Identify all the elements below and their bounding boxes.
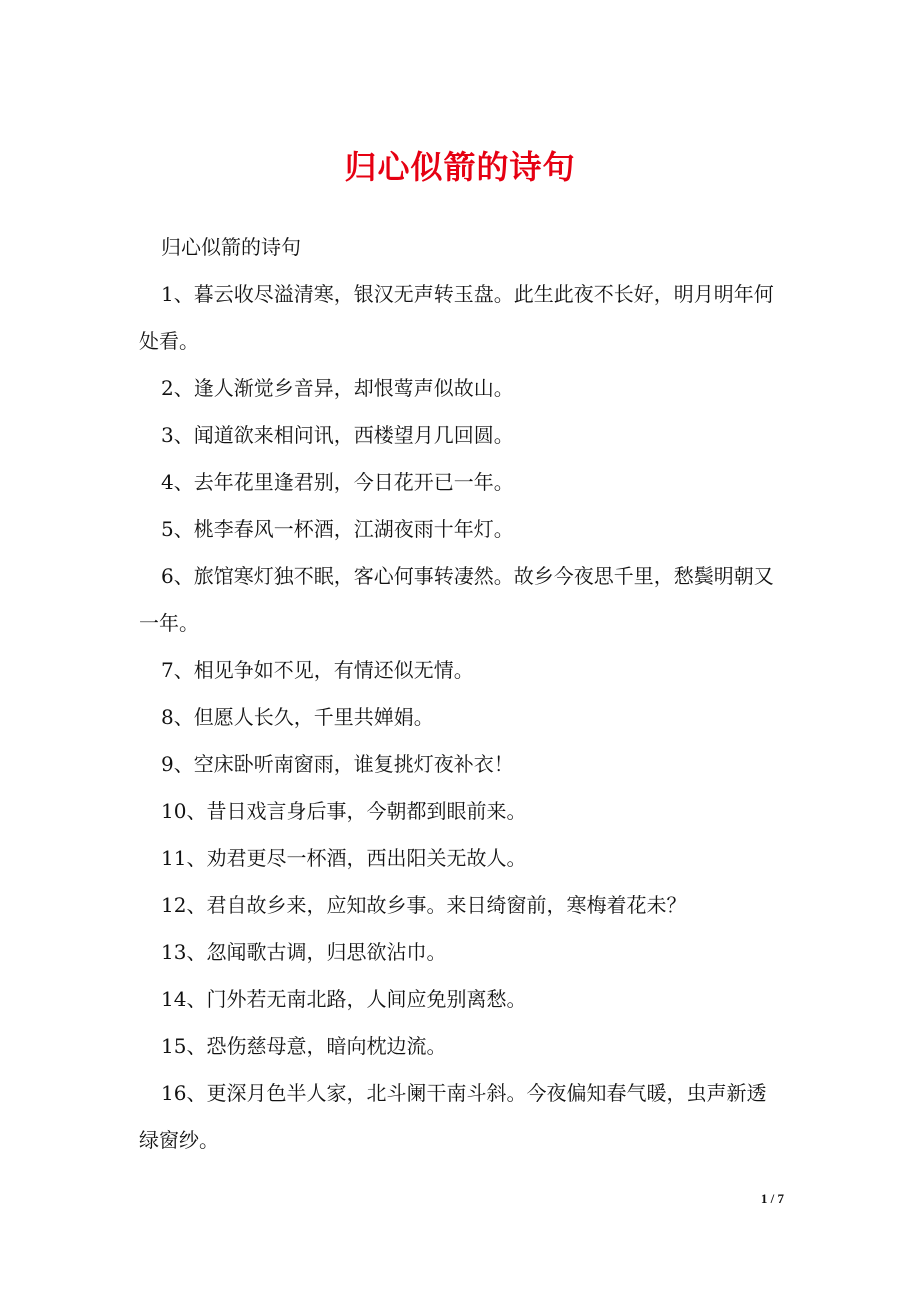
paragraph: 13、忽闻歌古调，归思欲沾巾。 (161, 940, 447, 964)
paragraph: 12、君自故乡来，应知故乡事。来日绮窗前，寒梅着花未？ (161, 893, 687, 917)
paragraph: 2、逢人渐觉乡音异，却恨莺声似故山。 (161, 376, 514, 400)
paragraph: 8、但愿人长久，千里共婵娟。 (161, 705, 434, 729)
paragraph: 4、去年花里逢君别，今日花开已一年。 (161, 470, 514, 494)
paragraph: 14、门外若无南北路，人间应免别离愁。 (161, 987, 527, 1011)
paragraph: 7、相见争如不见，有情还似无情。 (161, 658, 474, 682)
paragraph: 1、暮云收尽溢清寒，银汉无声转玉盘。此生此夜不长好，明月明年何处看。 (139, 282, 774, 353)
paragraph: 3、闻道欲来相问讯，西楼望月几回圆。 (161, 423, 514, 447)
paragraph: 归心似箭的诗句 (161, 235, 301, 259)
paragraph: 9、空床卧听南窗雨，谁复挑灯夜补衣！ (161, 752, 514, 776)
document-body (139, 224, 784, 1164)
paragraph: 10、昔日戏言身后事，今朝都到眼前来。 (161, 799, 527, 823)
paragraph: 15、恐伤慈母意，暗向枕边流。 (161, 1034, 447, 1058)
paragraph: 5、桃李春风一杯酒，江湖夜雨十年灯。 (161, 517, 514, 541)
document-title: 归心似箭的诗句 (344, 148, 576, 186)
paragraph: 11、劝君更尽一杯酒，西出阳关无故人。 (161, 846, 527, 870)
page-indicator: 1 / 7 (760, 1191, 784, 1206)
paragraph: 6、旅馆寒灯独不眠，客心何事转凄然。故乡今夜思千里，愁鬓明朝又一年。 (139, 564, 774, 635)
paragraph: 16、更深月色半人家，北斗阑干南斗斜。今夜偏知春气暖，虫声新透绿窗纱。 (139, 1081, 767, 1152)
